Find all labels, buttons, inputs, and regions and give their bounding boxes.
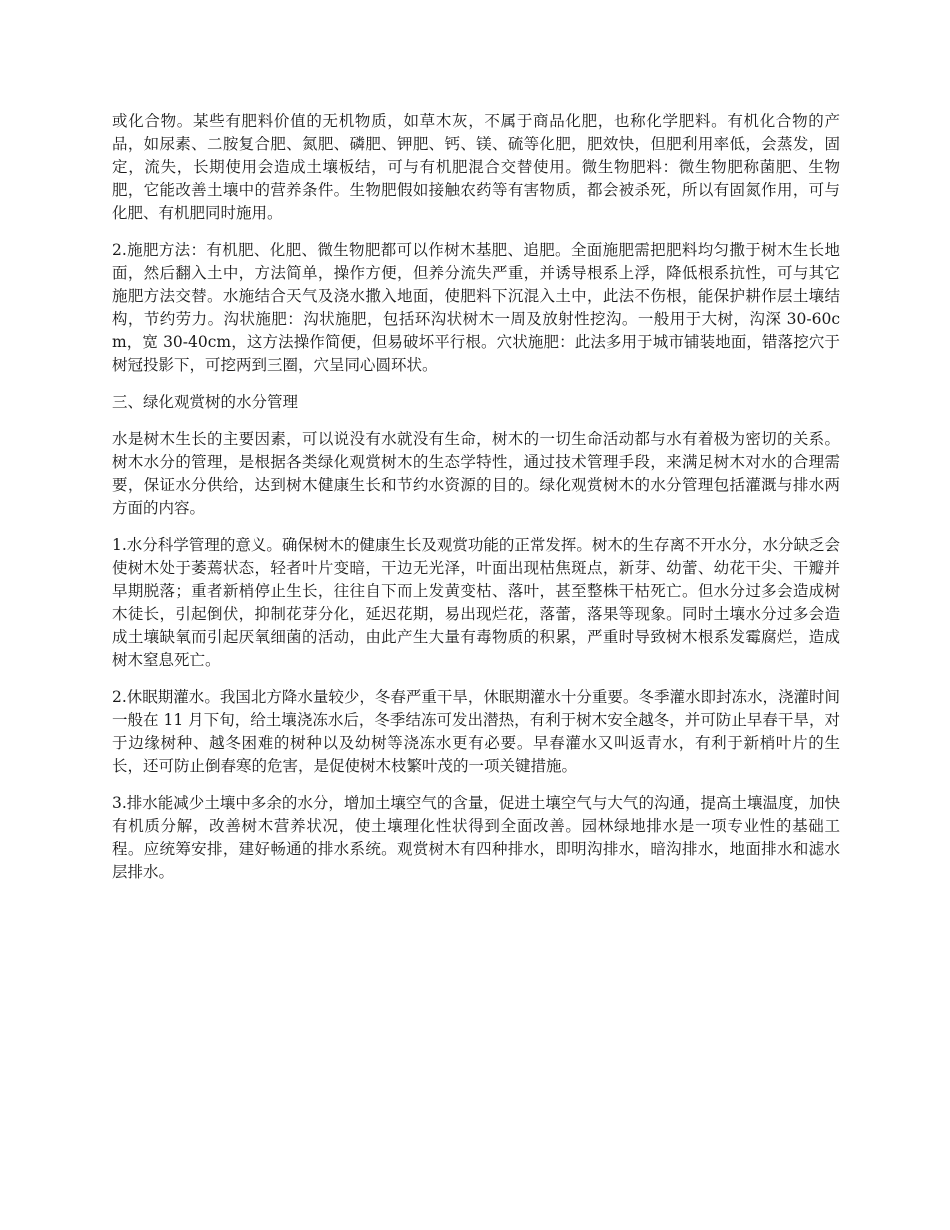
paragraph-water-significance: 1.水分科学管理的意义。确保树木的健康生长及观赏功能的正常发挥。树木的生存离不开水分，水分缺乏会使树木处于萎蔫状态，轻者叶片变暗，干边无光泽，叶面出现枯焦斑点，新芽、幼蕾、幼花干尖、干瓣并早期脱落；重者新梢停止生长，往往自下而上发黄变枯、落叶，甚至整株干枯死亡。但水分过多会造成树木徒长，引起倒伏，抑制花芽分化，延迟花期，易出现烂花，落蕾，落果等现象。同时土壤水分过多会造成土壤缺氧而引起厌氧细菌的活动，由此产生大量有毒物质的积累，严重时导致树木根系发霉腐烂，造成树木窒息死亡。 <box>112 536 840 669</box>
paragraph-fertilizing-methods: 2.施肥方法：有机肥、化肥、微生物肥都可以作树木基肥、追肥。全面施肥需把肥料均匀撒于树木生长地面，然后翻入土中，方法简单，操作方便，但养分流失严重，并诱导根系上浮，降低根系抗性，可与其它施肥方法交替。水施结合天气及浇水撒入地面，使肥料下沉混入土中，此法不伤根，能保护耕作层土壤结构，节约劳力。沟状施肥：沟状施肥，包括环沟状树木一周及放射性挖沟。一般用于大树，沟深 30-60cm，宽 30-40cm，这方法操作简便，但易破坏平行根。穴状施肥：此法多用于城市铺装地面，错落挖穴于树冠投影下，可挖两到三圈，穴呈同心圆环状。 <box>112 241 840 374</box>
paragraph-drainage: 3.排水能减少土壤中多余的水分，增加土壤空气的含量，促进土壤空气与大气的沟通，提高土壤温度，加快有机质分解，改善树木营养状况，使土壤理化性状得到全面改善。园林绿地排水是一项专业性的基础工程。应统筹安排，建好畅通的排水系统。观赏树木有四种排水，即明沟排水，暗沟排水，地面排水和滤水层排水。 <box>112 794 840 881</box>
document-body <box>112 110 840 898</box>
section-heading-water-management: 三、绿化观赏树的水分管理 <box>112 393 299 411</box>
paragraph-dormant-irrigation: 2.休眠期灌水。我国北方降水量较少，冬春严重干旱，休眠期灌水十分重要。冬季灌水即封冻水，浇灌时间一般在 11 月下旬，给土壤浇冻水后，冬季结冻可发出潜热，有利于树木安全越冬，并可防止早春干旱，对于边缘树种、越冬困难的树种以及幼树等浇冻水更有必要。早春灌水又叫返青水，有利于新梢叶片的生长，还可防止倒春寒的危害，是促使树木枝繁叶茂的一项关键措施。 <box>112 688 840 775</box>
paragraph-fertilizer-types: 或化合物。某些有肥料价值的无机物质，如草木灰，不属于商品化肥，也称化学肥料。有机化合物的产品，如尿素、二胺复合肥、氮肥、磷肥、钾肥、钙、镁、硫等化肥，肥效快，但肥利用率低，会蒸发，固定，流失，长期使用会造成土壤板结，可与有机肥混合交替使用。微生物肥料：微生物肥称菌肥、生物肥，它能改善土壤中的营养条件。生物肥假如接触农药等有害物质，都会被杀死，所以有固氮作用，可与化肥、有机肥同时施用。 <box>112 112 840 222</box>
paragraph-water-intro: 水是树木生长的主要因素，可以说没有水就没有生命，树木的一切生命活动都与水有着极为密切的关系。树木水分的管理，是根据各类绿化观赏树木的生态学特性，通过技术管理手段，来满足树木对水的合理需要，保证水分供给，达到树木健康生长和节约水资源的目的。绿化观赏树木的水分管理包括灌溉与排水两方面的内容。 <box>112 430 840 517</box>
